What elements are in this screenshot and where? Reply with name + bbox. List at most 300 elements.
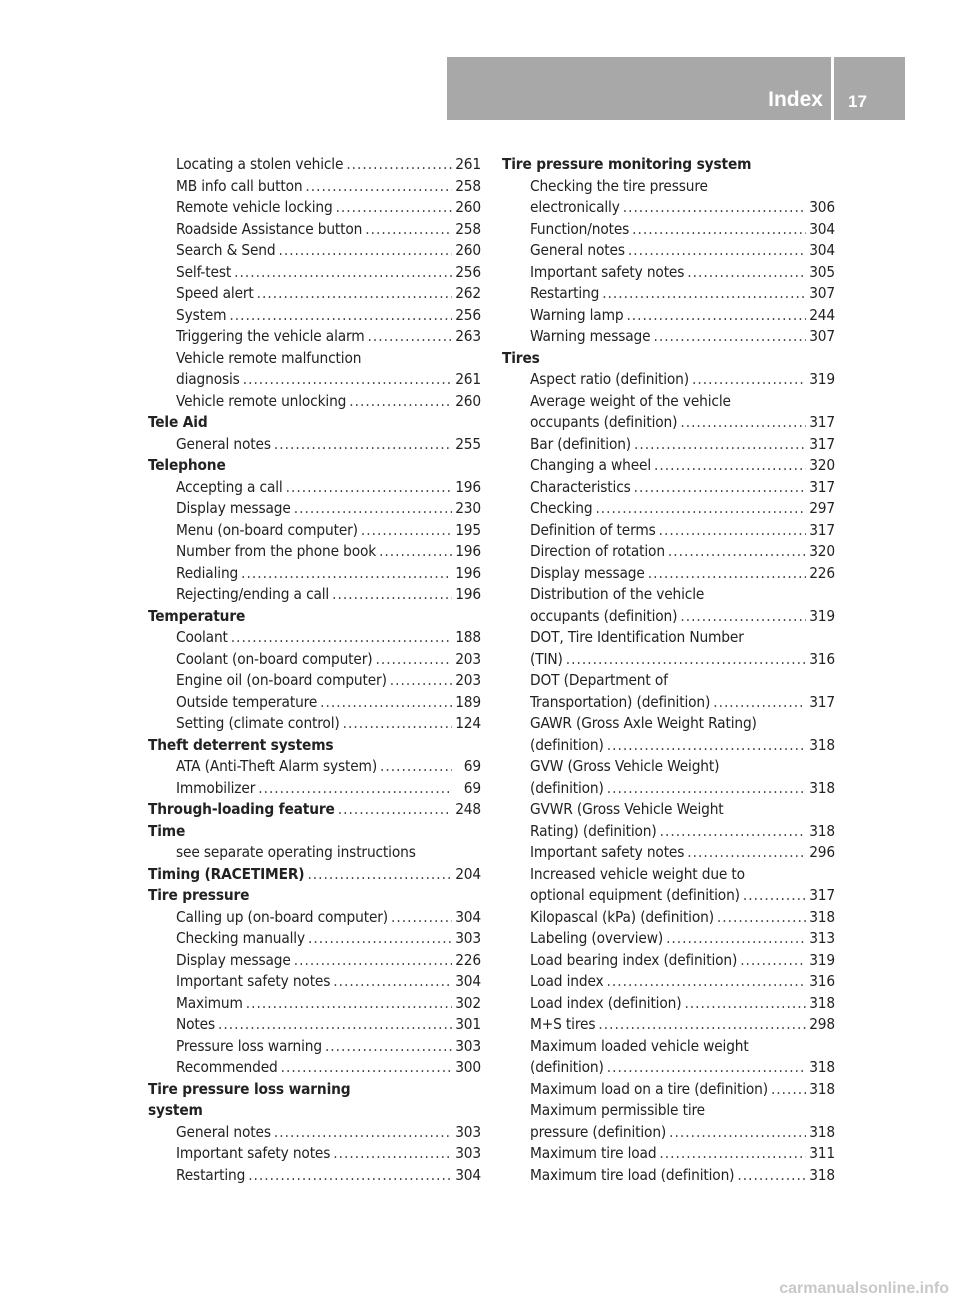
entry-text: (definition) [530,1058,604,1076]
dot-leader [308,928,452,950]
dot-leader [717,907,806,929]
entry-text: Tele Aid [148,413,208,431]
page-ref: 307 [809,284,835,302]
entry-text: Roadside Assistance button [176,219,363,238]
index-entry [502,756,835,778]
dot-leader [666,928,806,950]
index-entry [502,993,835,1015]
index-entry [502,670,835,692]
index-entry [148,391,481,413]
dot-leader [320,692,452,714]
entry-text: Warning lamp [530,305,624,324]
entry-text: Telephone [148,456,226,474]
page-ref: 196 [455,563,481,582]
page-ref: 297 [809,499,835,517]
dot-leader [687,842,806,864]
entry-text: Triggering the vehicle alarm [176,327,365,345]
index-entry [502,326,835,348]
dot-leader [332,584,452,606]
entry-text: electronically [530,198,620,216]
entry-text: Function/notes [530,219,630,238]
index-entry [502,1014,835,1036]
entry-text: Bar (definition) [530,434,632,453]
index-entry [502,455,835,477]
dot-leader [607,1057,806,1079]
page-ref: 256 [455,305,481,324]
dot-leader [684,993,806,1015]
index-entry [502,498,835,520]
index-column-left [148,154,481,1186]
index-entry [502,520,835,542]
dot-leader [349,391,452,413]
index-entry [502,907,835,929]
index-entry [148,262,481,284]
index-entry [502,219,835,241]
page-ref: 260 [455,241,481,259]
entry-text: Display message [530,563,645,582]
entry-text: Important safety notes [530,843,685,861]
entry-text: (TIN) [530,649,563,668]
page-ref: 196 [455,542,481,560]
entry-text: Coolant [176,628,228,646]
entry-text: System [176,305,227,324]
entry-text: General notes [176,434,271,453]
dot-leader [606,971,806,993]
entry-text: Notes [176,1015,215,1033]
dot-leader [274,1122,452,1144]
entry-text: Average weight of the vehicle [530,391,731,410]
page-ref: 260 [455,198,481,216]
index-entry [502,176,835,198]
entry-text: pressure (definition) [530,1122,667,1141]
dot-leader [307,864,452,886]
dot-leader [680,606,806,628]
entry-text: Recommended [176,1058,278,1076]
entry-text: Transportation) (definition) [530,692,711,711]
dot-leader [660,821,806,843]
index-heading [502,348,835,370]
page-ref: 319 [809,950,835,969]
page-ref: 303 [455,1036,481,1055]
entry-text: Warning message [530,327,651,345]
dot-leader [391,907,452,929]
index-entry [148,154,481,176]
dot-leader [294,950,452,972]
page-ref: 298 [809,1015,835,1033]
entry-text: Self-test [176,262,232,281]
index-entry [502,1079,835,1101]
page-ref: 69 [463,778,481,797]
dot-leader [737,1165,806,1187]
page-ref: 261 [455,370,481,388]
page-ref: 319 [809,370,835,388]
entry-text: M+S tires [530,1015,596,1033]
page-ref: 317 [809,520,835,539]
index-heading [148,1079,481,1101]
entry-text: Locating a stolen vehicle [176,155,344,173]
page-ref: 230 [455,499,481,517]
index-entry [502,563,835,585]
dot-leader [286,477,452,499]
watermark: carmanualsonline.info [779,1280,949,1297]
dot-leader [607,778,806,800]
dot-leader [258,778,452,800]
entry-text: GVWR (Gross Vehicle Weight [530,800,724,818]
entry-text: see separate operating instructions [176,843,416,861]
entry-text: Maximum [176,993,243,1012]
index-entry [502,821,835,843]
entry-text: Temperature [148,606,246,625]
dot-leader [336,197,452,219]
index-entry [148,197,481,219]
page-ref: 306 [809,198,835,216]
index-entry [148,541,481,563]
entry-text: Tire pressure monitoring system [502,155,752,173]
index-heading [502,154,835,176]
page-ref: 317 [809,477,835,496]
page-ref: 318 [809,1058,835,1076]
entry-text: Maximum tire load (definition) [530,1165,735,1184]
dot-leader [668,541,806,563]
dot-leader [654,455,806,477]
dot-leader [346,154,452,176]
entry-text: General notes [176,1122,271,1141]
entry-text: Pressure loss warning [176,1036,322,1055]
page-ref: 318 [809,821,835,840]
page-ref: 244 [809,305,835,324]
index-heading [148,1100,481,1122]
entry-text: DOT (Department of [530,671,668,689]
entry-text: Checking [530,499,593,517]
page-ref: 318 [809,735,835,754]
page-ref: 304 [455,907,481,926]
dot-leader [566,649,806,671]
entry-text: General notes [530,241,625,259]
index-entry [148,348,481,370]
page-ref: 203 [455,649,481,668]
dot-leader [241,563,452,585]
entry-text: Maximum tire load [530,1144,657,1162]
entry-text: Time [148,821,186,840]
page-ref: 303 [455,1122,481,1141]
index-entry [148,219,481,241]
page-ref: 313 [809,929,835,947]
page-ref: 258 [455,176,481,195]
index-entry [148,326,481,348]
index-entry [502,778,835,800]
entry-text: GAWR (Gross Axle Weight Rating) [530,714,757,732]
dot-leader [375,649,452,671]
page-ref: 304 [455,972,481,990]
entry-text: Vehicle remote malfunction [176,348,362,367]
index-entry [502,1100,835,1122]
dot-leader [379,541,452,563]
dot-leader [246,993,452,1015]
index-entry [502,649,835,671]
header-divider [831,57,834,120]
index-entry [502,391,835,413]
dot-leader [274,434,452,456]
dot-leader [234,262,452,284]
entry-text: Maximum load on a tire (definition) [530,1079,768,1098]
page-ref: 188 [455,628,481,646]
index-entry [502,541,835,563]
dot-leader [343,713,452,735]
page-ref: 258 [455,219,481,238]
page-ref: 319 [809,606,835,625]
entry-text: Coolant (on-board computer) [176,649,373,668]
index-entry [502,1165,835,1187]
entry-text: Vehicle remote unlocking [176,391,347,410]
dot-leader [278,240,452,262]
page-ref: 304 [809,241,835,259]
index-entry [502,799,835,821]
dot-leader [281,1057,452,1079]
page-ref: 318 [809,907,835,926]
index-entry [148,1036,481,1058]
entry-text: Maximum permissible tire [530,1101,705,1119]
dot-leader [333,1143,452,1165]
page-ref: 318 [809,1079,835,1098]
dot-leader [607,735,806,757]
entry-text: Timing (RACETIMER) [148,864,305,883]
dot-leader [659,1143,806,1165]
index-entry [148,692,481,714]
index-entry [148,1014,481,1036]
page-ref: 195 [455,520,481,539]
dot-leader [771,1079,806,1101]
index-entry [148,993,481,1015]
entry-text: Kilopascal (kPa) (definition) [530,907,714,926]
entry-text: Rejecting/ending a call [176,585,330,603]
page-ref: 303 [455,1144,481,1162]
dot-leader [713,692,806,714]
index-entry [148,520,481,542]
entry-text: Important safety notes [530,262,685,281]
dot-leader [257,283,452,305]
entry-text: Speed alert [176,284,254,302]
dot-leader [338,799,452,821]
entry-text: Labeling (overview) [530,929,664,947]
page-ref: 189 [455,692,481,711]
page-ref: 226 [455,950,481,969]
entry-text: Setting (climate control) [176,714,340,732]
page-ref: 307 [809,327,835,345]
entry-text: DOT, Tire Identification Number [530,628,744,646]
entry-text: (definition) [530,778,604,797]
entry-text: GVW (Gross Vehicle Weight) [530,757,720,775]
page-ref: 317 [809,434,835,453]
entry-text: Redialing [176,563,239,582]
page-ref: 320 [809,542,835,560]
page-ref: 316 [809,972,835,990]
dot-leader [325,1036,452,1058]
page-ref: 263 [455,327,481,345]
index-entry [502,842,835,864]
dot-leader [294,498,452,520]
index-entry [502,606,835,628]
dot-leader [740,950,806,972]
entry-text: Distribution of the vehicle [530,585,705,603]
index-heading [148,606,481,628]
entry-text: Restarting [530,284,600,302]
page-ref: 255 [455,434,481,453]
dot-leader [231,627,452,649]
entry-text: Increased vehicle weight due to [530,864,745,883]
entry-text: Tire pressure [148,886,250,904]
page-ref: 318 [809,1165,835,1184]
page-ref: 304 [455,1165,481,1184]
index-heading [148,799,481,821]
index-entry [148,928,481,950]
page-ref: 317 [809,692,835,711]
page-ref: 318 [809,778,835,797]
dot-leader [653,326,806,348]
index-entry [148,498,481,520]
page-ref: 226 [809,563,835,582]
index-entry [502,1143,835,1165]
dot-leader [368,326,452,348]
index-entry [502,369,835,391]
page-ref: 305 [809,262,835,281]
index-entry [502,885,835,907]
index-entry [148,283,481,305]
index-entry [148,1057,481,1079]
page-number: 17 [848,92,867,111]
entry-text: Immobilizer [176,778,256,797]
index-heading [148,821,481,843]
entry-text: Important safety notes [176,972,331,990]
entry-text: Changing a wheel [530,456,652,474]
dot-leader [623,197,806,219]
index-heading [148,455,481,477]
page-ref: 316 [809,649,835,668]
index-entry [502,692,835,714]
entry-text: occupants (definition) [530,413,678,431]
page-ref: 124 [455,714,481,732]
dot-leader [248,1165,452,1187]
index-entry [148,778,481,800]
index-entry [502,240,835,262]
dot-leader [365,219,452,241]
index-entry [148,1165,481,1187]
entry-text: Theft deterrent systems [148,735,334,754]
entry-text: ATA (Anti-Theft Alarm system) [176,757,378,775]
dot-leader [687,262,806,284]
dot-leader [680,412,806,434]
entry-text: Number from the phone book [176,542,377,560]
entry-text: Remote vehicle locking [176,198,333,216]
index-entry [148,842,481,864]
index-heading [148,735,481,757]
index-entry [502,262,835,284]
page-ref: 317 [809,413,835,431]
page-ref: 69 [463,757,481,775]
index-entry [148,713,481,735]
entry-text: Load index [530,972,604,990]
dot-leader [305,176,452,198]
index-entry [148,1143,481,1165]
entry-text: Load bearing index (definition) [530,950,738,969]
index-entry [502,735,835,757]
entry-text: Display message [176,950,291,969]
page-ref: 203 [455,671,481,689]
index-entry [502,305,835,327]
page-ref: 204 [455,864,481,883]
page-ref: 304 [809,219,835,238]
entry-text: system [148,1101,203,1119]
entry-text: Definition of terms [530,520,656,539]
dot-leader [229,305,452,327]
page-ref: 296 [809,843,835,861]
entry-text: Checking manually [176,929,305,947]
index-entry [502,1057,835,1079]
dot-leader [634,477,806,499]
dot-leader [632,219,806,241]
entry-text: Accepting a call [176,477,283,496]
page-ref: 311 [809,1144,835,1162]
index-entry [148,477,481,499]
entry-text: MB info call button [176,176,303,195]
entry-text: diagnosis [176,370,240,388]
entry-text: Search & Send [176,241,276,259]
page-ref: 318 [809,993,835,1012]
index-entry [502,950,835,972]
page-ref: 300 [455,1058,481,1076]
index-entry [148,434,481,456]
dot-leader [628,240,806,262]
index-entry [502,928,835,950]
index-heading [148,412,481,434]
index-entry [502,864,835,886]
index-entry [502,477,835,499]
page-ref: 317 [809,886,835,904]
index-entry [148,563,481,585]
entry-text: Characteristics [530,477,631,496]
index-entry [502,283,835,305]
entry-text: Menu (on-board computer) [176,520,358,539]
dot-leader [626,305,806,327]
dot-leader [243,369,452,391]
page-ref: 260 [455,391,481,410]
entry-text: occupants (definition) [530,606,678,625]
page-ref: 301 [455,1015,481,1033]
index-entry [502,584,835,606]
entry-text: Calling up (on-board computer) [176,907,388,926]
page-ref: 320 [809,456,835,474]
index-entry [148,950,481,972]
dot-leader [602,283,806,305]
index-entry [148,176,481,198]
index-entry [148,305,481,327]
dot-leader [598,1014,806,1036]
dot-leader [648,563,806,585]
entry-text: Checking the tire pressure [530,176,708,195]
index-entry [148,971,481,993]
entry-text: Restarting [176,1165,246,1184]
index-entry [502,971,835,993]
index-entry [502,434,835,456]
index-entry [502,627,835,649]
entry-text: Maximum loaded vehicle weight [530,1036,749,1055]
page-ref: 248 [455,800,481,818]
index-entry [148,670,481,692]
entry-text: Important safety notes [176,1144,331,1162]
dot-leader [333,971,452,993]
dot-leader [743,885,806,907]
index-entry [148,756,481,778]
page-ref: 256 [455,262,481,281]
